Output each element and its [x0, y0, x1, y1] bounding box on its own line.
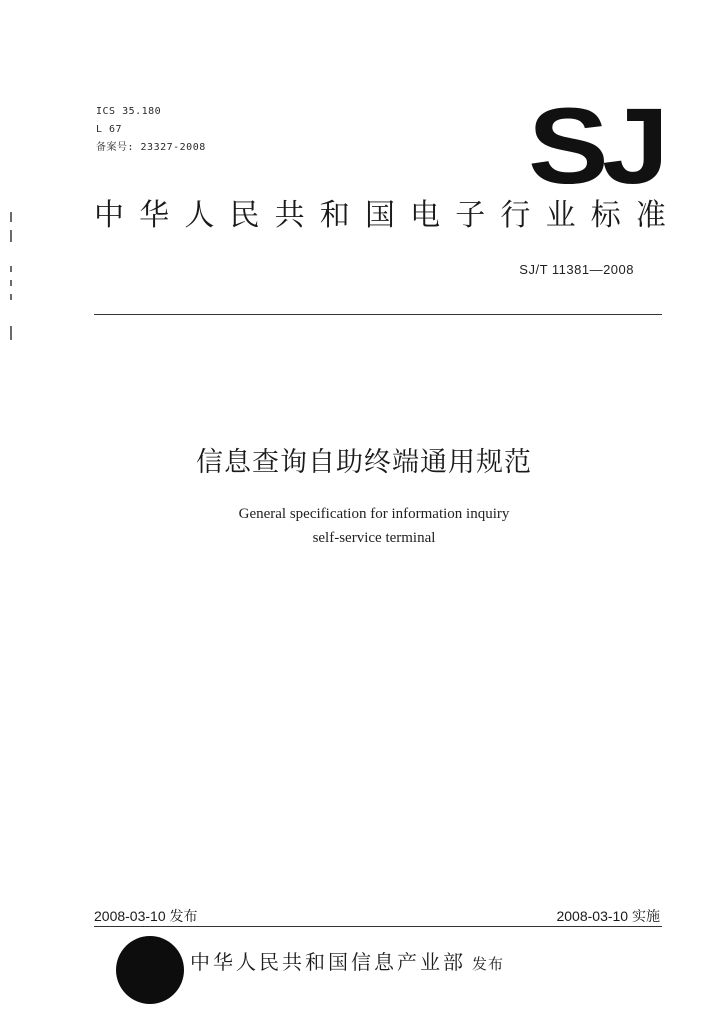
org-title-char: 人 — [184, 198, 215, 233]
implementation-date: 2008-03-10 实施 — [556, 908, 660, 924]
org-title-char: 中 — [94, 198, 124, 233]
english-title-line-2: self-service terminal — [312, 530, 436, 546]
org-title-char: 业 — [545, 198, 576, 233]
ics-code: ICS 35.180 — [96, 106, 162, 117]
header-divider — [94, 314, 662, 315]
standard-number: SJ/T 11381—2008 — [519, 262, 634, 277]
scan-mark — [10, 294, 12, 300]
record-number: 备案号: 23327-2008 — [96, 142, 206, 153]
scan-mark — [10, 230, 12, 242]
publisher-line — [190, 946, 504, 975]
scan-mark — [10, 326, 12, 340]
org-title-char: 行 — [500, 198, 531, 233]
org-title-char: 国 — [364, 198, 395, 233]
chinese-title: 信息查询自助终端通用规范 — [196, 447, 532, 478]
org-title-char: 标 — [590, 198, 621, 233]
sj-logo: SJ — [528, 85, 663, 206]
english-title-line-1: General specification for information inquiry — [238, 506, 510, 522]
issue-date: 2008-03-10 发布 — [94, 908, 198, 924]
seal-emblem-icon — [116, 936, 184, 1004]
org-title-char: 子 — [455, 198, 486, 233]
scan-mark — [10, 212, 12, 222]
org-title-char: 华 — [139, 198, 170, 233]
org-title-char: 和 — [319, 198, 350, 233]
ccs-code: L 67 — [96, 124, 123, 135]
publisher-action: 发布 — [472, 955, 505, 973]
scan-mark — [10, 280, 12, 286]
classification-block — [96, 103, 206, 157]
org-title-char: 共 — [274, 198, 305, 233]
publisher-name: 中华人民共和国信息产业部 — [190, 950, 466, 974]
org-title-char: 电 — [410, 198, 441, 233]
scan-mark — [10, 266, 12, 272]
footer-divider — [94, 926, 662, 927]
standard-category-title — [94, 196, 666, 236]
org-title-char: 民 — [229, 198, 260, 233]
org-title-char: 准 — [635, 198, 666, 233]
